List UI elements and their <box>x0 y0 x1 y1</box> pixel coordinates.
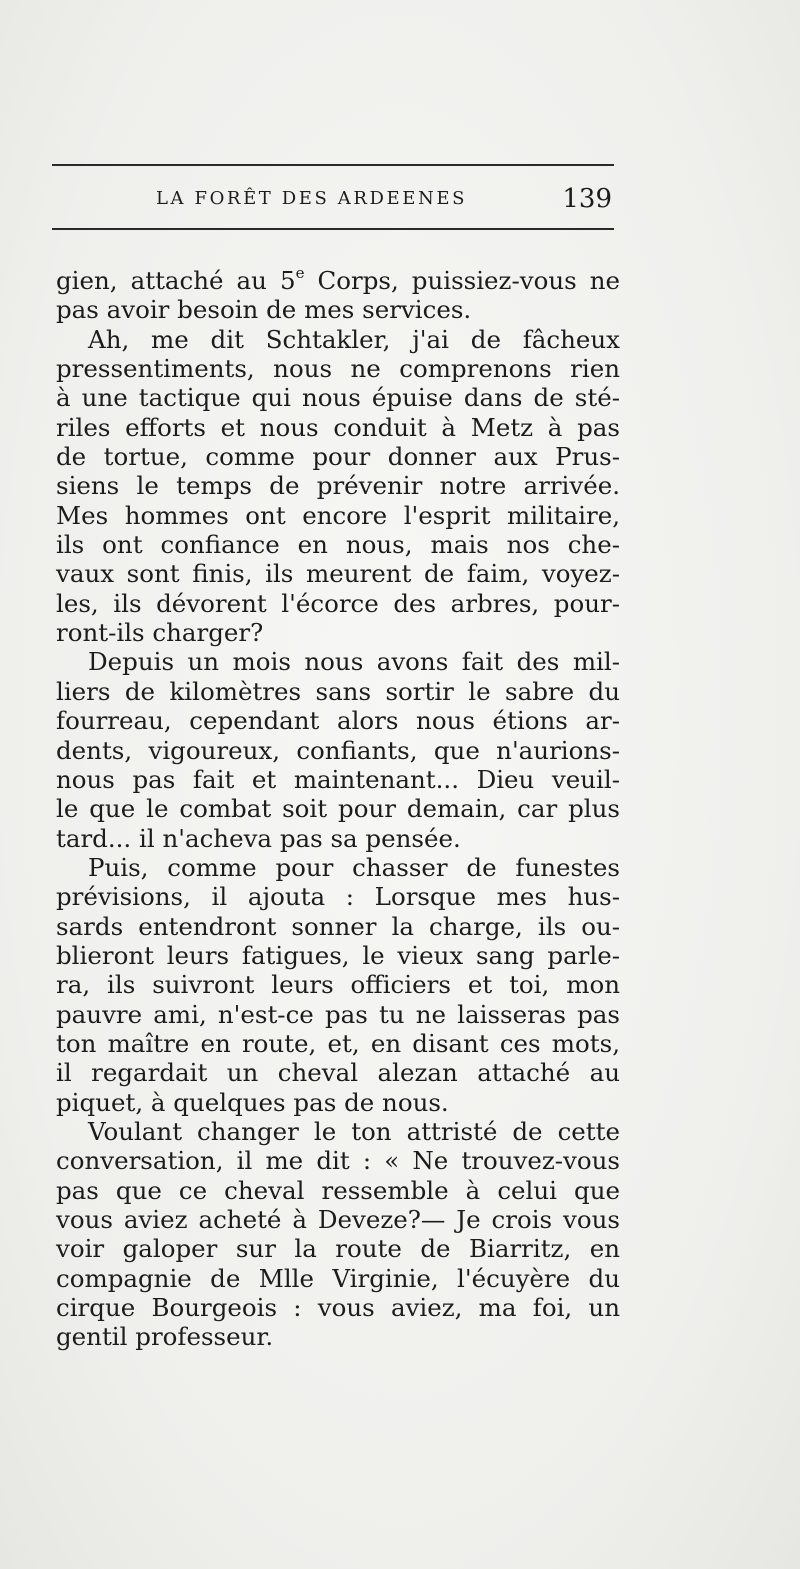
page-number: 139 <box>562 184 612 214</box>
text-line: Mes hommes ont encore l'esprit militaire, <box>56 500 620 530</box>
header-rule-bottom <box>52 228 614 230</box>
text-line: dents, vigoureux, confiants, que n'aurions- <box>56 735 620 765</box>
text-line: prévisions, il ajouta : Lorsque mes hus- <box>56 882 620 912</box>
text-line: Voulant changer le ton attristé de cette <box>88 1116 620 1146</box>
running-title: LA FORÊT DES ARDEENES <box>156 188 468 209</box>
text-line: pressentiments, nous ne comprenons rien <box>56 354 620 384</box>
text-line: il regardait un cheval alezan attaché au <box>56 1058 620 1088</box>
text-line: Depuis un mois nous avons fait des mil- <box>88 647 620 677</box>
text-line: pas que ce cheval ressemble à celui que <box>56 1175 620 1205</box>
text-line: sards entendront sonner la charge, ils ou- <box>56 911 620 941</box>
text-line: de tortue, comme pour donner aux Prus- <box>56 442 620 472</box>
text-line: fourreau, cependant alors nous étions ar- <box>56 706 620 736</box>
text-line: compagnie de Mlle Virginie, l'écuyère du <box>56 1263 620 1293</box>
text-line: riles efforts et nous conduit à Metz à pas <box>56 412 620 442</box>
text-line: blieront leurs fatigues, le vieux sang parle- <box>56 940 620 970</box>
text-line: gentil professeur. <box>56 1322 274 1352</box>
running-head <box>52 184 614 218</box>
text-line: le que le combat soit pour demain, car plus <box>56 794 620 824</box>
text-line: piquet, à quelques pas de nous. <box>56 1087 449 1117</box>
text-line: ils ont confiance en nous, mais nos che- <box>56 530 620 560</box>
text-line: conversation, il me dit : « Ne trouvez-vous <box>56 1146 620 1176</box>
body-text <box>56 266 620 1352</box>
text-line: gien, attaché au 5e Corps, puissiez-vous ne <box>56 264 620 295</box>
text-line: vaux sont finis, ils meurent de faim, voyez- <box>56 559 620 589</box>
text-line: siens le temps de prévenir notre arrivée. <box>56 471 620 501</box>
text-line: Puis, comme pour chasser de funestes <box>88 852 620 882</box>
text-line: pas avoir besoin de mes services. <box>56 295 472 325</box>
text-line: voir galoper sur la route de Biarritz, en <box>56 1234 620 1264</box>
text-line: à une tactique qui nous épuise dans de sté- <box>56 383 620 413</box>
text-line: cirque Bourgeois : vous aviez, ma foi, un <box>56 1293 620 1323</box>
text-line: les, ils dévorent l'écorce des arbres, pour- <box>56 588 620 618</box>
text-line: tard... il n'acheva pas sa pensée. <box>56 823 461 853</box>
text-line: liers de kilomètres sans sortir le sabre du <box>56 676 620 706</box>
text-line: ton maître en route, et, en disant ces mots, <box>56 1028 620 1058</box>
text-line: Ah, me dit Schtakler, j'ai de fâcheux <box>88 324 620 354</box>
text-line: vous aviez acheté à Deveze?— Je crois vous <box>56 1205 620 1234</box>
header-rule-top <box>52 164 614 166</box>
text-line: ront-ils charger? <box>56 618 264 648</box>
text-line: ra, ils suivront leurs officiers et toi, mon <box>56 970 620 1000</box>
text-line: pauvre ami, n'est-ce pas tu ne laisseras pas <box>56 999 620 1029</box>
text-line: nous pas fait et maintenant... Dieu veuil- <box>56 764 620 794</box>
